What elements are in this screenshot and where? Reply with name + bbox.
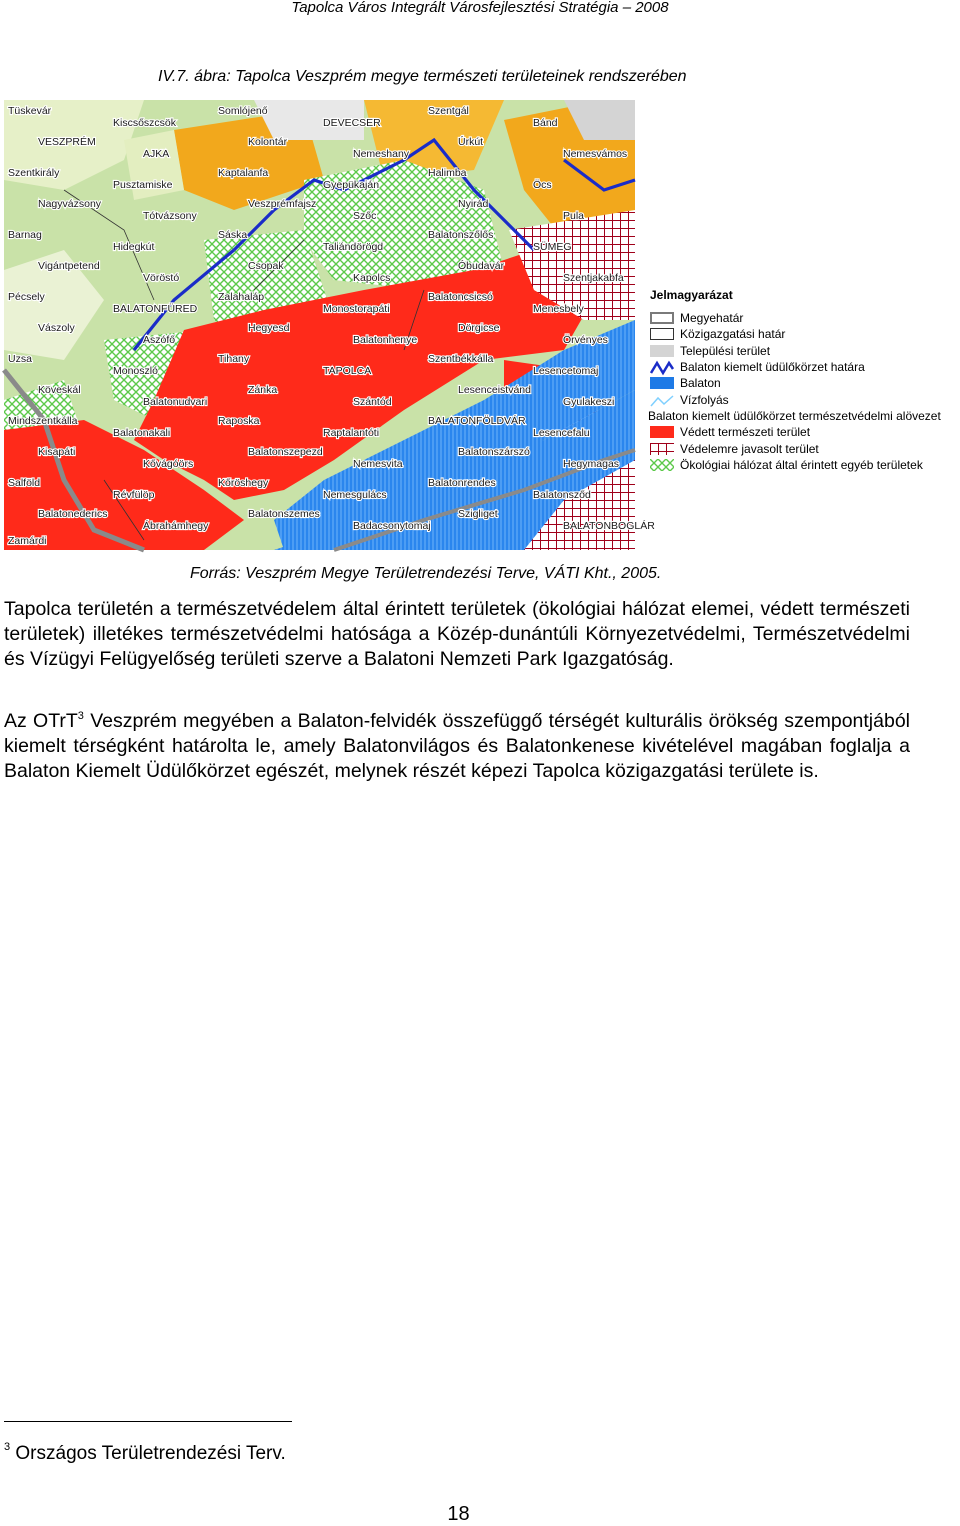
map-place-label: Raposka	[218, 415, 260, 427]
map-place-label: Óbudavár	[458, 260, 505, 272]
legend-label: Védett természeti terület	[680, 425, 811, 440]
footnote	[4, 1443, 286, 1465]
legend-label: Megyehatár	[680, 311, 744, 326]
map-place-label: Kiscsőszcsök	[113, 117, 177, 129]
map-place-label: Balatoncsicsó	[428, 291, 493, 303]
legend-item	[650, 359, 960, 375]
watercourse-icon	[650, 394, 674, 408]
legend-label: Közigazgatási határ	[680, 327, 786, 342]
map-place-label: Szentkirály	[8, 167, 60, 179]
map-place-label: Kapolcs	[353, 272, 391, 284]
map-place-label: Kőröshegy	[218, 477, 269, 489]
body-paragraph	[4, 709, 910, 785]
map-place-label: Nyirád	[458, 198, 489, 210]
map-place-label: Mindszentkálla	[8, 415, 78, 427]
crosshatch-icon	[650, 459, 674, 471]
map-place-label: Kisapáti	[38, 446, 76, 458]
map-place-label: Hegyesd	[248, 322, 290, 334]
paragraph-text: Veszprém megyében a Balaton-felvidék összefüggő térségét kulturális örökség szempontjából kiemelt térségként határolta le, amely Balatonvilágos és Balatonkenese kivételével magában foglalja a Balaton Kiemelt Üdülőkörzet egészét, melynek részét képezi Tapolca közigazgatási területe is.	[4, 710, 910, 783]
map-place-label: Örvényes	[563, 334, 608, 346]
map-place-label: Balatonakali	[113, 427, 171, 439]
map-place-label: VESZPRÉM	[38, 136, 96, 148]
map-place-label: Hidegkút	[113, 241, 155, 253]
map-place-label: Szentbékkálla	[428, 353, 494, 365]
legend-item	[650, 375, 960, 391]
legend-item	[650, 440, 960, 456]
map-place-label: Öcs	[533, 179, 552, 191]
map-place-label: Tihany	[218, 353, 250, 365]
figure-caption: IV.7. ábra: Tapolca Veszprém megye természeti területeinek rendszerében	[158, 68, 687, 85]
watercourse-swatch	[650, 394, 674, 406]
map-place-label: Vászoly	[38, 322, 75, 334]
map-place-label: Taliándörögd	[323, 241, 384, 253]
legend-label: Ökológiai hálózat által érintett egyéb területek	[680, 457, 923, 472]
map-place-label: Csopak	[248, 260, 284, 272]
map-legend	[650, 288, 960, 473]
legend-label: Balaton	[680, 376, 721, 391]
county-border-swatch	[650, 312, 674, 324]
map-place-label: Úrkút	[458, 136, 484, 148]
paragraph-text: Az OTrT	[4, 710, 78, 732]
map-place-label: Nemesvámos	[563, 148, 628, 160]
map-place-label: Köveskál	[38, 384, 81, 396]
map-place-label: Révfülöp	[113, 489, 155, 501]
map-place-label: Gyepükaján	[323, 179, 380, 191]
map-place-label: Menesbely	[533, 303, 584, 315]
map-place-label: DEVECSER	[323, 117, 381, 129]
map-place-label: TAPOLCA	[323, 365, 372, 377]
legend-label: Védelemre javasolt terület	[680, 441, 819, 456]
map-place-label: Aszófő	[143, 334, 176, 346]
legend-label: Balaton kiemelt üdülőkörzet határa	[680, 360, 865, 375]
legend-item	[650, 310, 960, 326]
map-place-label: Lesencefalu	[533, 427, 590, 439]
legend-subheading	[648, 408, 960, 424]
map-place-label: Tótvázsony	[143, 210, 197, 222]
map-place-label: Monostorapáti	[323, 303, 390, 315]
map-place-label: SÜMEG	[533, 241, 572, 253]
map-place-label: Kolontár	[248, 136, 288, 148]
grid-icon	[650, 443, 674, 455]
balaton-swatch	[650, 377, 674, 389]
footnote-text: Országos Területrendezési Terv.	[15, 1443, 286, 1464]
map-place-label: Tüskevár	[8, 105, 52, 117]
zigzag-icon	[650, 361, 674, 375]
protected-area-swatch	[650, 426, 674, 438]
legend-label: Balaton kiemelt üdülőkörzet természetvédelmi alövezet	[648, 408, 941, 423]
legend-item	[650, 343, 960, 359]
running-header	[0, 0, 960, 16]
settlement-swatch	[650, 345, 674, 357]
map-place-label: Salföld	[8, 477, 41, 489]
map-place-label: Balatonszemes	[248, 508, 320, 520]
legend-item	[650, 457, 960, 473]
map-place-label: Balatonszárszó	[458, 446, 530, 458]
map-place-label: Badacsonytomaj	[353, 520, 431, 532]
map-place-label: Kővágóörs	[143, 458, 194, 470]
map-place-label: Szentgál	[428, 105, 469, 117]
map-place-label: Nagyvázsony	[38, 198, 102, 210]
map-place-label: Lesenceistvánd	[458, 384, 531, 396]
footnote-marker: 3	[4, 1441, 11, 1453]
map-place-label: Nemesgulács	[323, 489, 387, 501]
map-place-label: Vöröstó	[143, 272, 180, 284]
map-place-label: Zánka	[248, 384, 278, 396]
running-title: Tapolca Város Integrált Városfejlesztési Stratégia – 2008	[291, 0, 669, 16]
map-place-label: Sáska	[218, 229, 248, 241]
map-place-label: Balatonszőlős	[428, 229, 494, 241]
map-place-label: BALATONBOGLÁR	[563, 520, 655, 532]
map-place-label: Lesencetomaj	[533, 365, 599, 377]
map-place-label: Kaptalanfa	[218, 167, 269, 179]
footnote-reference[interactable]: 3	[77, 710, 84, 722]
proposed-area-swatch	[650, 443, 674, 455]
ecological-network-swatch	[650, 459, 674, 471]
map-place-label: Zamárdi	[8, 535, 47, 547]
map-place-label: Balatonsződ	[533, 489, 591, 501]
map-place-label: Nemesvita	[353, 458, 403, 470]
map-place-label: Ábrahámhegy	[143, 520, 209, 532]
map-place-label: Pula	[563, 210, 585, 222]
legend-label: Vízfolyás	[680, 392, 729, 407]
map-place-label: Veszprémfajsz	[248, 198, 317, 210]
map-place-label: Szigliget	[458, 508, 498, 520]
map-place-label: Szentjakabfa	[563, 272, 624, 284]
map-place-label: Dörgicse	[458, 322, 500, 334]
map-place-label: Balatonhenye	[353, 334, 418, 346]
page-number: 18	[447, 1503, 470, 1525]
body-paragraph: Tapolca területén a természetvédelem által érintett területek (ökológiai hálózat elemei, védett természeti területek) illetékes természetvédelmi hatósága a Közép-dunántúli Környezetvédelmi, Természetvédelmi és Vízügyi Felügyelőség területi szerve a Balatoni Nemzeti Park Igazgatóság.	[4, 598, 910, 671]
legend-item	[650, 424, 960, 440]
map-place-label: Balatonederics	[38, 508, 108, 520]
legend-title: Jelmagyarázat	[650, 288, 733, 302]
map-place-label: Balatonudvari	[143, 396, 208, 408]
map-place-label: Pusztamiske	[113, 179, 173, 191]
map-place-label: Barnag	[8, 229, 42, 241]
map-place-label: Nemeshany	[353, 148, 410, 160]
district-boundary-swatch	[650, 361, 674, 373]
map-place-label: Balatonszepezd	[248, 446, 323, 458]
legend-item	[650, 326, 960, 342]
map-place-label: Raptalantóti	[323, 427, 380, 439]
map-place-label: Szőc	[353, 210, 377, 222]
map-graphic	[4, 100, 655, 550]
map-place-label: Somlójenő	[218, 105, 268, 117]
map-place-label: Halimba	[428, 167, 467, 179]
map-place-label: BALATONFÜRED	[113, 303, 198, 315]
map-place-label: Pécsely	[8, 291, 45, 303]
map-place-label: Zalahaláp	[218, 291, 265, 303]
admin-border-swatch	[650, 328, 674, 340]
legend-item	[650, 391, 960, 407]
map-place-label: Szántód	[353, 396, 392, 408]
figure-source: Forrás: Veszprém Megye Területrendezési Terve, VÁTI Kht., 2005.	[190, 565, 662, 582]
map-place-label: Bánd	[533, 117, 558, 129]
map-place-label: Monoszló	[113, 365, 158, 377]
map-place-label: Hegymagas	[563, 458, 620, 470]
map-place-label: BALATONFÖLDVÁR	[428, 415, 526, 427]
legend-label: Települési terület	[680, 343, 771, 358]
map-place-label: Uzsa	[8, 353, 32, 365]
footnote-divider	[4, 1421, 292, 1422]
map-place-label: Vigántpetend	[38, 260, 100, 272]
map-place-label: Balatonrendes	[428, 477, 496, 489]
map-place-label: Gyulakeszi	[563, 396, 615, 408]
map-place-label: AJKA	[143, 148, 170, 160]
nature-area-map	[4, 100, 655, 550]
